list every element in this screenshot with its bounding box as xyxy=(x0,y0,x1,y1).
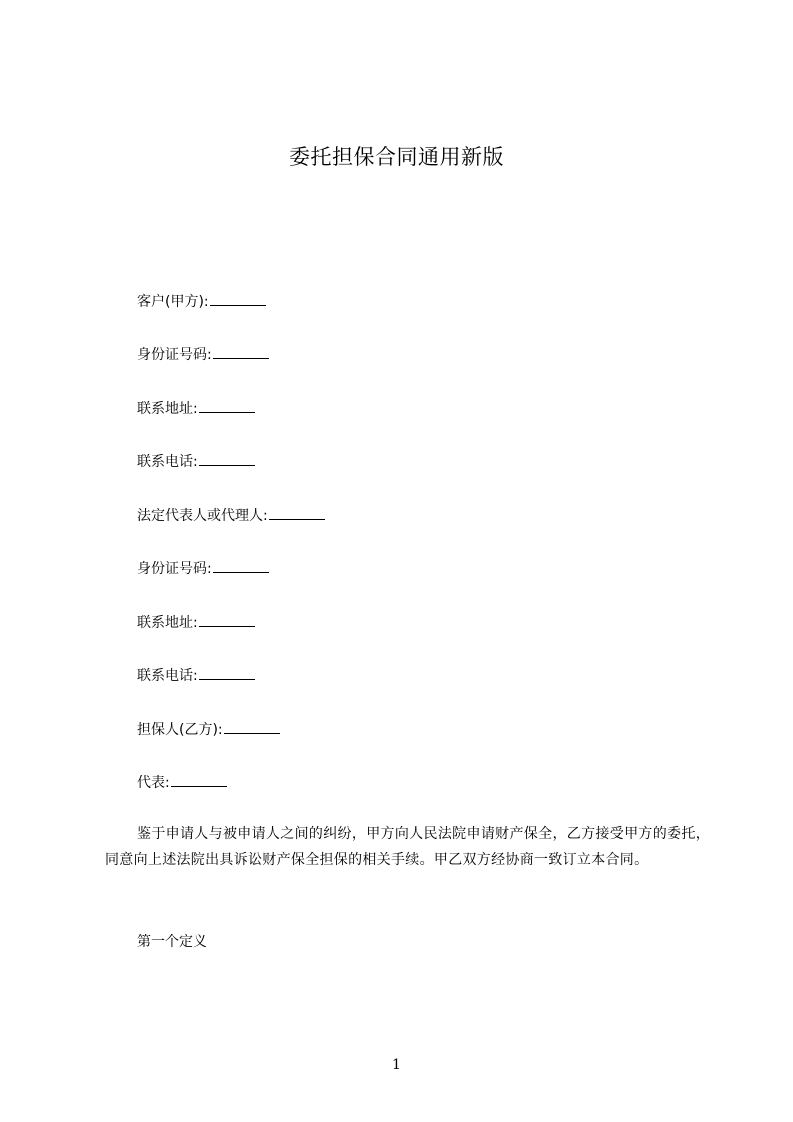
blank-line xyxy=(213,558,269,573)
blank-line xyxy=(199,665,255,680)
field-client-party-a xyxy=(137,291,266,312)
field-label: 客户(甲方): xyxy=(137,294,209,310)
page-number: 1 xyxy=(392,1057,401,1073)
field-label: 代表: xyxy=(137,775,170,791)
recital-paragraph: 鉴于申请人与被申请人之间的纠纷，甲方向人民法院申请财产保全，乙方接受甲方的委托，同意向上述法院出具诉讼财产保全担保的相关手续。甲乙双方经协商一致订立本合同。 xyxy=(105,826,710,868)
field-representative-id-number xyxy=(137,558,269,579)
field-label: 联系地址: xyxy=(137,615,198,631)
field-label: 联系地址: xyxy=(137,401,198,417)
field-client-phone xyxy=(137,451,255,472)
blank-line xyxy=(199,451,255,466)
blank-line xyxy=(199,398,255,413)
field-client-address xyxy=(137,398,255,419)
blank-line xyxy=(210,291,266,306)
field-guarantor-representative xyxy=(137,772,227,793)
field-client-id-number xyxy=(137,344,269,365)
blank-line xyxy=(171,772,227,787)
document-title: 委托担保合同通用新版 xyxy=(289,145,504,169)
field-label: 联系电话: xyxy=(137,454,198,470)
field-label: 身份证号码: xyxy=(137,561,212,577)
field-representative-address xyxy=(137,612,255,633)
field-label: 担保人(乙方): xyxy=(137,722,223,738)
field-representative-phone xyxy=(137,665,255,686)
blank-line xyxy=(269,505,325,520)
field-label: 联系电话: xyxy=(137,668,198,684)
field-label: 身份证号码: xyxy=(137,347,212,363)
field-legal-representative xyxy=(137,505,325,526)
section-heading: 第一个定义 xyxy=(137,934,207,950)
blank-line xyxy=(224,719,280,734)
blank-line xyxy=(213,344,269,359)
blank-line xyxy=(199,612,255,627)
field-guarantor-party-b xyxy=(137,719,280,740)
field-label: 法定代表人或代理人: xyxy=(137,508,268,524)
